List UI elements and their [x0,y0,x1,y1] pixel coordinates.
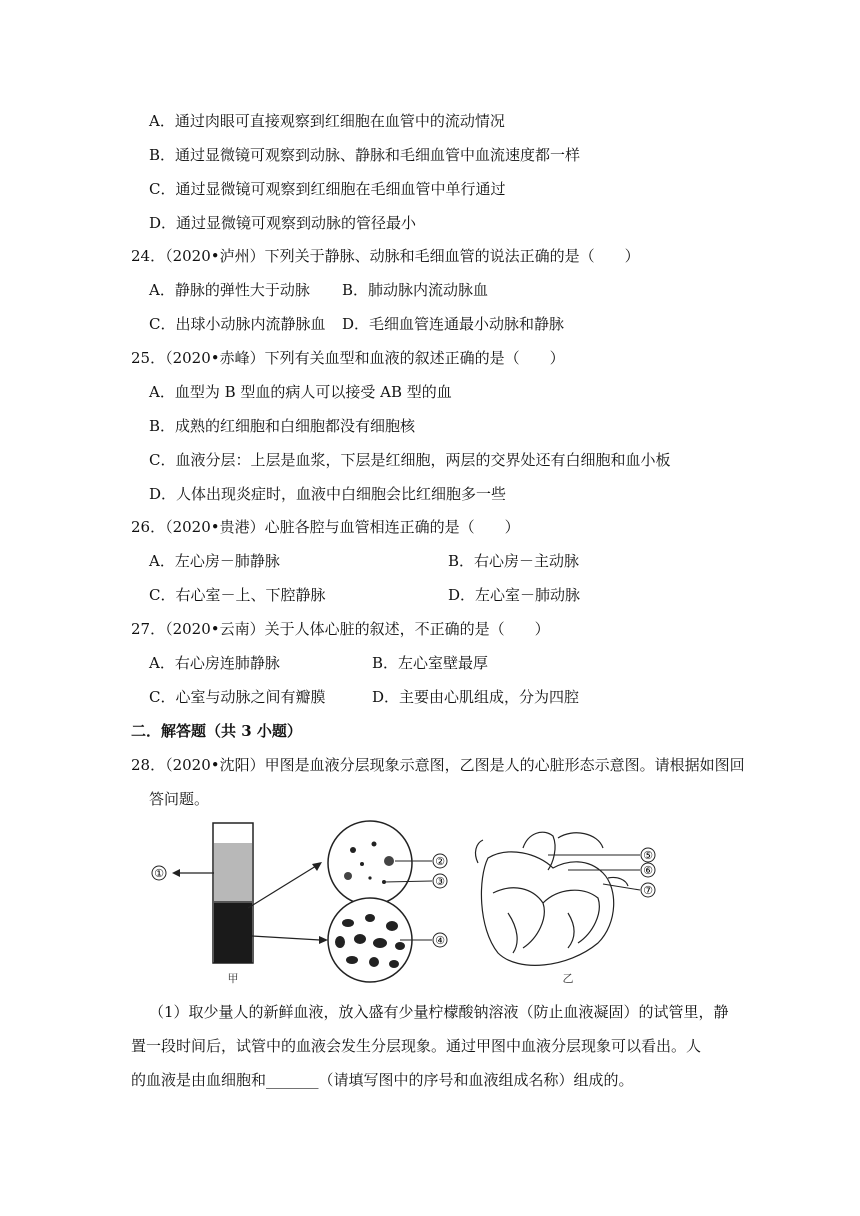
q25-option-c: C．血液分层：上层是血浆，下层是红细胞，两层的交界处还有白细胞和血小板 [149,451,671,469]
q23-option-c: C．通过显微镜可观察到红细胞在毛细血管中单行通过 [149,180,506,198]
label-5: ⑤ [643,849,653,862]
caption-jia: 甲 [227,972,239,985]
q26-option-d: D．左心室－肺动脉 [448,586,581,604]
q27-stem: 27．（2020•云南）关于人体心脏的叙述，不正确的是（ ） [131,620,550,638]
q24-option-b: B．肺动脉内流动脉血 [342,281,489,299]
q25-option-b: B．成熟的红细胞和白细胞都没有细胞核 [149,417,416,435]
q25-option-d: D．人体出现炎症时，血液中白细胞会比红细胞多一些 [149,485,507,503]
caption-yi: 乙 [562,972,574,985]
test-tube-illustration [213,823,253,963]
q28-part1-line3: 的血液是由血细胞和_______（请填写图中的序号和血液组成名称）组成的。 [131,1071,634,1089]
q23-option-d: D．通过显微镜可观察到动脉的管径最小 [149,214,417,232]
heart-illustration [476,832,628,965]
q27-option-b: B．左心室壁最厚 [372,654,489,672]
label-7: ⑦ [643,884,653,897]
label-6: ⑥ [643,864,653,877]
q23-option-a: A．通过肉眼可直接观察到红细胞在血管中的流动情况 [149,112,505,130]
q24-stem: 24．（2020•泸州）下列关于静脉、动脉和毛细血管的说法正确的是（ ） [131,247,640,265]
red-cells-magnified-circle [328,898,412,982]
q28-part1-line2: 置一段时间后，试管中的血液会发生分层现象。通过甲图中血液分层现象可以看出。人 [131,1037,702,1055]
q28-stem: 28．（2020•沈阳）甲图是血液分层现象示意图，乙图是人的心脏形态示意图。请根据如图回 [131,756,745,774]
label-4: ④ [435,934,445,947]
q26-option-c: C．右心室－上、下腔静脉 [149,586,326,604]
q24-option-d: D．毛细血管连通最小动脉和静脉 [342,315,565,333]
q26-stem: 26．（2020•贵港）心脏各腔与血管相连正确的是（ ） [131,518,520,536]
q28-stem-cont: 答问题。 [149,790,210,808]
blood-heart-figure [148,818,668,988]
q27-option-c: C．心室与动脉之间有瓣膜 [149,688,326,706]
q27-option-d: D．主要由心肌组成，分为四腔 [372,688,580,706]
q24-option-c: C．出球小动脉内流静脉血 [149,315,326,333]
plasma-magnified-circle [328,821,412,905]
q28-part1-line1: （1）取少量人的新鲜血液，放入盛有少量柠檬酸钠溶液（防止血液凝固）的试管里，静 [149,1003,729,1021]
section-heading: 二．解答题（共 3 小题） [131,722,302,740]
q25-option-a: A．血型为 B 型血的病人可以接受 AB 型的血 [149,383,452,401]
q24-option-a: A．静脉的弹性大于动脉 [149,281,310,299]
q25-stem: 25．（2020•赤峰）下列有关血型和血液的叙述正确的是（ ） [131,349,565,367]
q27-option-a: A．右心房连肺静脉 [149,654,280,672]
q26-option-b: B．右心房－主动脉 [448,552,580,570]
q26-option-a: A．左心房－肺静脉 [149,552,280,570]
label-1: ① [154,867,164,880]
q23-option-b: B．通过显微镜可观察到动脉、静脉和毛细血管中血流速度都一样 [149,146,581,164]
label-3: ③ [435,875,445,888]
label-2: ② [435,855,445,868]
